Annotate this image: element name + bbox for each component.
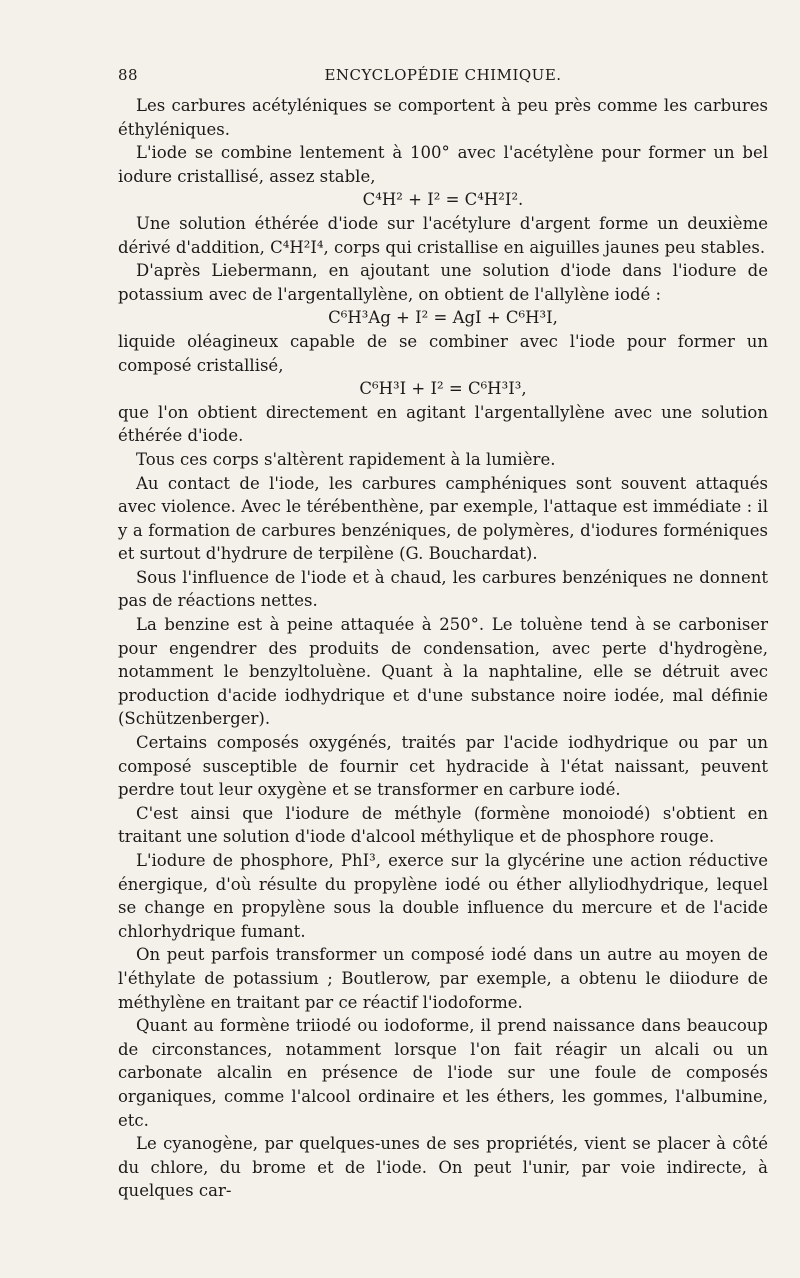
equation: C⁶H³I + I² = C⁶H³I³, xyxy=(359,379,527,399)
paragraph: Certains composés oxygénés, traités par l'acide iodhydrique ou par un composé susceptible de fournir cet hydracide à l'état naissant, peuvent perdre tout leur oxygène et se transformer en carbure iodé. xyxy=(118,733,768,800)
paragraph: On peut parfois transformer un composé iodé dans un autre au moyen de l'éthylate de potassium ; Boutlerow, par exemple, a obtenu le diiodure de méthylène en traitant par ce réactif l'iodoforme. xyxy=(118,945,768,1012)
paragraph: Sous l'influence de l'iode et à chaud, les carbures benzéniques ne donnent pas de réactions nettes. xyxy=(118,567,768,611)
paragraph: Quant au formène triiodé ou iodoforme, il prend naissance dans beaucoup de circonstances, notamment lorsque l'on fait réagir un alcali ou un carbonate alcalin en présence de l'iode sur une foule de composés organiques, comme l'alcool ordinaire et les éthers, les gommes, l'albumine, etc. xyxy=(118,1016,768,1130)
paragraph: D'après Liebermann, en ajoutant une solution d'iode dans l'iodure de potassium avec de l'argentallylène, on obtient de l'allylène iodé : xyxy=(118,261,768,304)
paragraph: Une solution éthérée d'iode sur l'acétylure d'argent forme un deuxième dérivé d'addition, C⁴H²I⁴, corps qui cristallise en aiguilles jaunes peu stables. xyxy=(118,213,768,257)
paragraph: Le cyanogène, par quelques-unes de ses propriétés, vient se placer à côté du chlore, du brome et de l'iode. On peut l'unir, par voie indirecte, à quelques car- xyxy=(118,1134,768,1201)
page-header xyxy=(118,66,768,88)
paragraph: La benzine est à peine attaquée à 250°. Le toluène tend à se carboniser pour engendrer des produits de condensation, avec perte d'hydrogène, notamment le benzyltoluène. Quant à la naphtaline, elle se détruit avec production d'acide iodhydrique et d'une substance noire iodée, mal définie (Schützenberger). xyxy=(118,615,768,729)
paragraph: L'iodure de phosphore, PhI³, exerce sur la glycérine une action réductive énergique, d'où résulte du propylène iodé ou éther allyliodhydrique, lequel se change en propylène sous la double influence du mercure et de l'acide chlorhydrique fumant. xyxy=(118,851,768,941)
paragraph: Au contact de l'iode, les carbures camphéniques sont souvent attaqués avec violence. Avec le térébenthène, par exemple, l'attaque est immédiate : il y a formation de carbures benzéniques, de polymères, d'iodures forméniques et surtout d'hydrure de terpilène (G. Bouchardat). xyxy=(118,473,768,564)
page-number: 88 xyxy=(118,66,139,84)
body-text xyxy=(118,94,768,1203)
paragraph: Tous ces corps s'altèrent rapidement à la lumière. xyxy=(136,449,556,469)
paragraph: L'iode se combine lentement à 100° avec l'acétylène pour former un bel iodure cristallisé, assez stable, xyxy=(118,143,768,186)
equation: C⁶H³Ag + I² = AgI + C⁶H³I, xyxy=(328,308,558,328)
paragraph-continuation: que l'on obtient directement en agitant l'argentallylène avec une solution éthérée d'iode. xyxy=(118,402,768,446)
equation: C⁴H² + I² = C⁴H²I². xyxy=(362,190,524,210)
running-title: ENCYCLOPÉDIE CHIMIQUE. xyxy=(324,66,562,84)
paragraph: Les carbures acétyléniques se comportent à peu près comme les carbures éthyléniques. xyxy=(118,96,768,139)
paragraph-continuation: liquide oléagineux capable de se combiner avec l'iode pour former un composé cristallisé, xyxy=(118,331,768,375)
paragraph: C'est ainsi que l'iodure de méthyle (formène monoiodé) s'obtient en traitant une solution d'iode d'alcool méthylique et de phosphore rouge. xyxy=(118,803,768,847)
